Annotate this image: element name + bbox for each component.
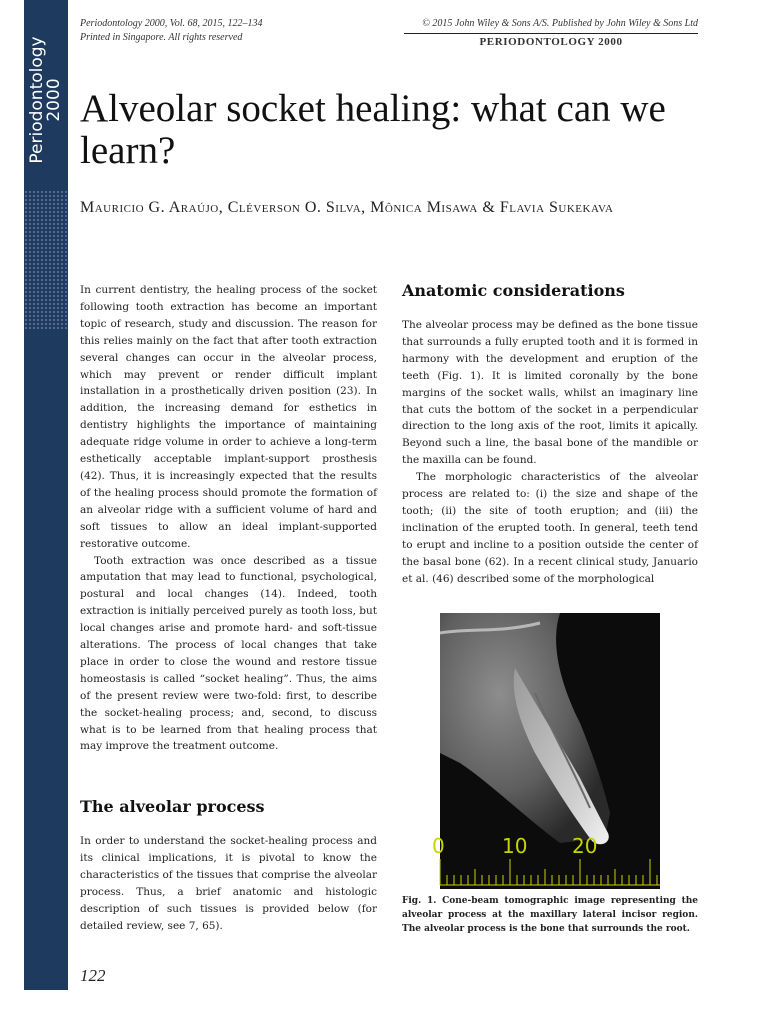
scale-label-20: 20 <box>572 834 598 858</box>
intro-paragraph-1: In current dentistry, the healing process of the socket following tooth extraction has become an important topic of research, study and discussion. The reason for this relies mainly on the fact that after tooth extraction several changes can occur in the alveolar process, which may prevent or render difficult implant installation in a prosthetically driven position (23). In addition, the increasing demand for esthetics in dentistry highlights the importance of maintaining adequate ridge volume in order to achieve a long-term esthetically acceptable implant-support prosthesis (42). Thus, it is increasingly expected that the results of the healing process should promote the formation of an alveolar ridge with a sufficient volume of hard and soft tissues to allow an ideal implant-supported restorative outcome. <box>80 284 377 550</box>
journal-sidebar <box>24 0 68 990</box>
anatomic-paragraph-1: The alveolar process may be defined as the bone tissue that surrounds a fully erupted tooth and it is formed in harmony with the development and eruption of the teeth (Fig. 1). It is limited coronally by the bone margins of the socket walls, whilst an imaginary line that cuts the bottom of the socket in a perpendicular direction to the long axis of the root, limits it apically. Beyond such a line, the basal bone of the mandible or the maxilla can be found. <box>402 319 698 467</box>
alveolar-paragraph-1: In order to understand the socket-healing process and its clinical implications, it is pivotal to know the characteristics of the tissues that comprise the alveolar process. Thus, a brief anatomic and histologic description of such tissues is provided below (for detailed review, see 7, 65). <box>80 835 377 932</box>
intro-paragraph-2: Tooth extraction was once described as a tissue amputation that may lead to functional, psychological, postural and local changes (14). Indeed, tooth extraction is initially perceived purely as tooth loss, but local changes arise and promote hard- and soft-tissue alterations. The process of local changes that take place in order to close the wound and restore tissue homeostasis is called “socket healing”. Thus, the aims of the present review were two-fold: first, to describe the socket-healing process; and, second, to discuss what is to be learned from that healing process that may improve the treatment outcome. <box>80 554 377 753</box>
figure-1-ct-image <box>432 613 660 889</box>
sidebar-title-line1: Periodontology <box>27 36 47 164</box>
anatomic-paragraph-2: The morphologic characteristics of the alveolar process are related to: (i) the size and shape of the tooth; (ii) the site of tooth eruption; and (iii) the inclination of the erupted tooth. In general, teeth tend to erupt and incline to a position outside the center of the basal bone (62). In a recent clinical study, Januario et al. (46) described some of the morphological <box>402 471 698 585</box>
sidebar-dot-pattern <box>24 190 68 330</box>
heading-anatomic-considerations: Anatomic considerations <box>402 281 625 300</box>
page-number: 122 <box>80 966 106 985</box>
header-citation-block <box>80 17 263 45</box>
header-citation: Periodontology 2000, Vol. 68, 2015, 122–134 <box>80 18 263 29</box>
header-publisher-block <box>404 17 698 49</box>
ct-scan-graphic <box>432 613 660 889</box>
right-column <box>402 317 698 588</box>
scale-label-0: 0 <box>432 834 445 858</box>
figure-1-caption: Fig. 1. Cone-beam tomographic image representing the alveolar process at the maxillary lateral incisor region. The alveolar process is the bone that surrounds the root. <box>402 896 698 934</box>
sidebar-title-line2: 2000 <box>44 78 64 122</box>
alveolar-section <box>80 833 377 934</box>
article-title: Alveolar socket healing: what can we learn? <box>80 87 666 172</box>
sidebar-journal-title <box>29 36 63 163</box>
header-journal-name: PERIODONTOLOGY 2000 <box>404 33 698 49</box>
header-copyright: © 2015 John Wiley & Sons A/S. Published by John Wiley & Sons Ltd <box>422 18 698 29</box>
article-authors: Mauricio G. Araújo, Cléverson O. Silva, Mônica Misawa & Flavia Sukekava <box>80 199 614 216</box>
header-printed: Printed in Singapore. All rights reserved <box>80 32 243 43</box>
left-column <box>80 282 377 755</box>
heading-alveolar-process: The alveolar process <box>80 797 265 816</box>
scale-label-10: 10 <box>502 834 528 858</box>
